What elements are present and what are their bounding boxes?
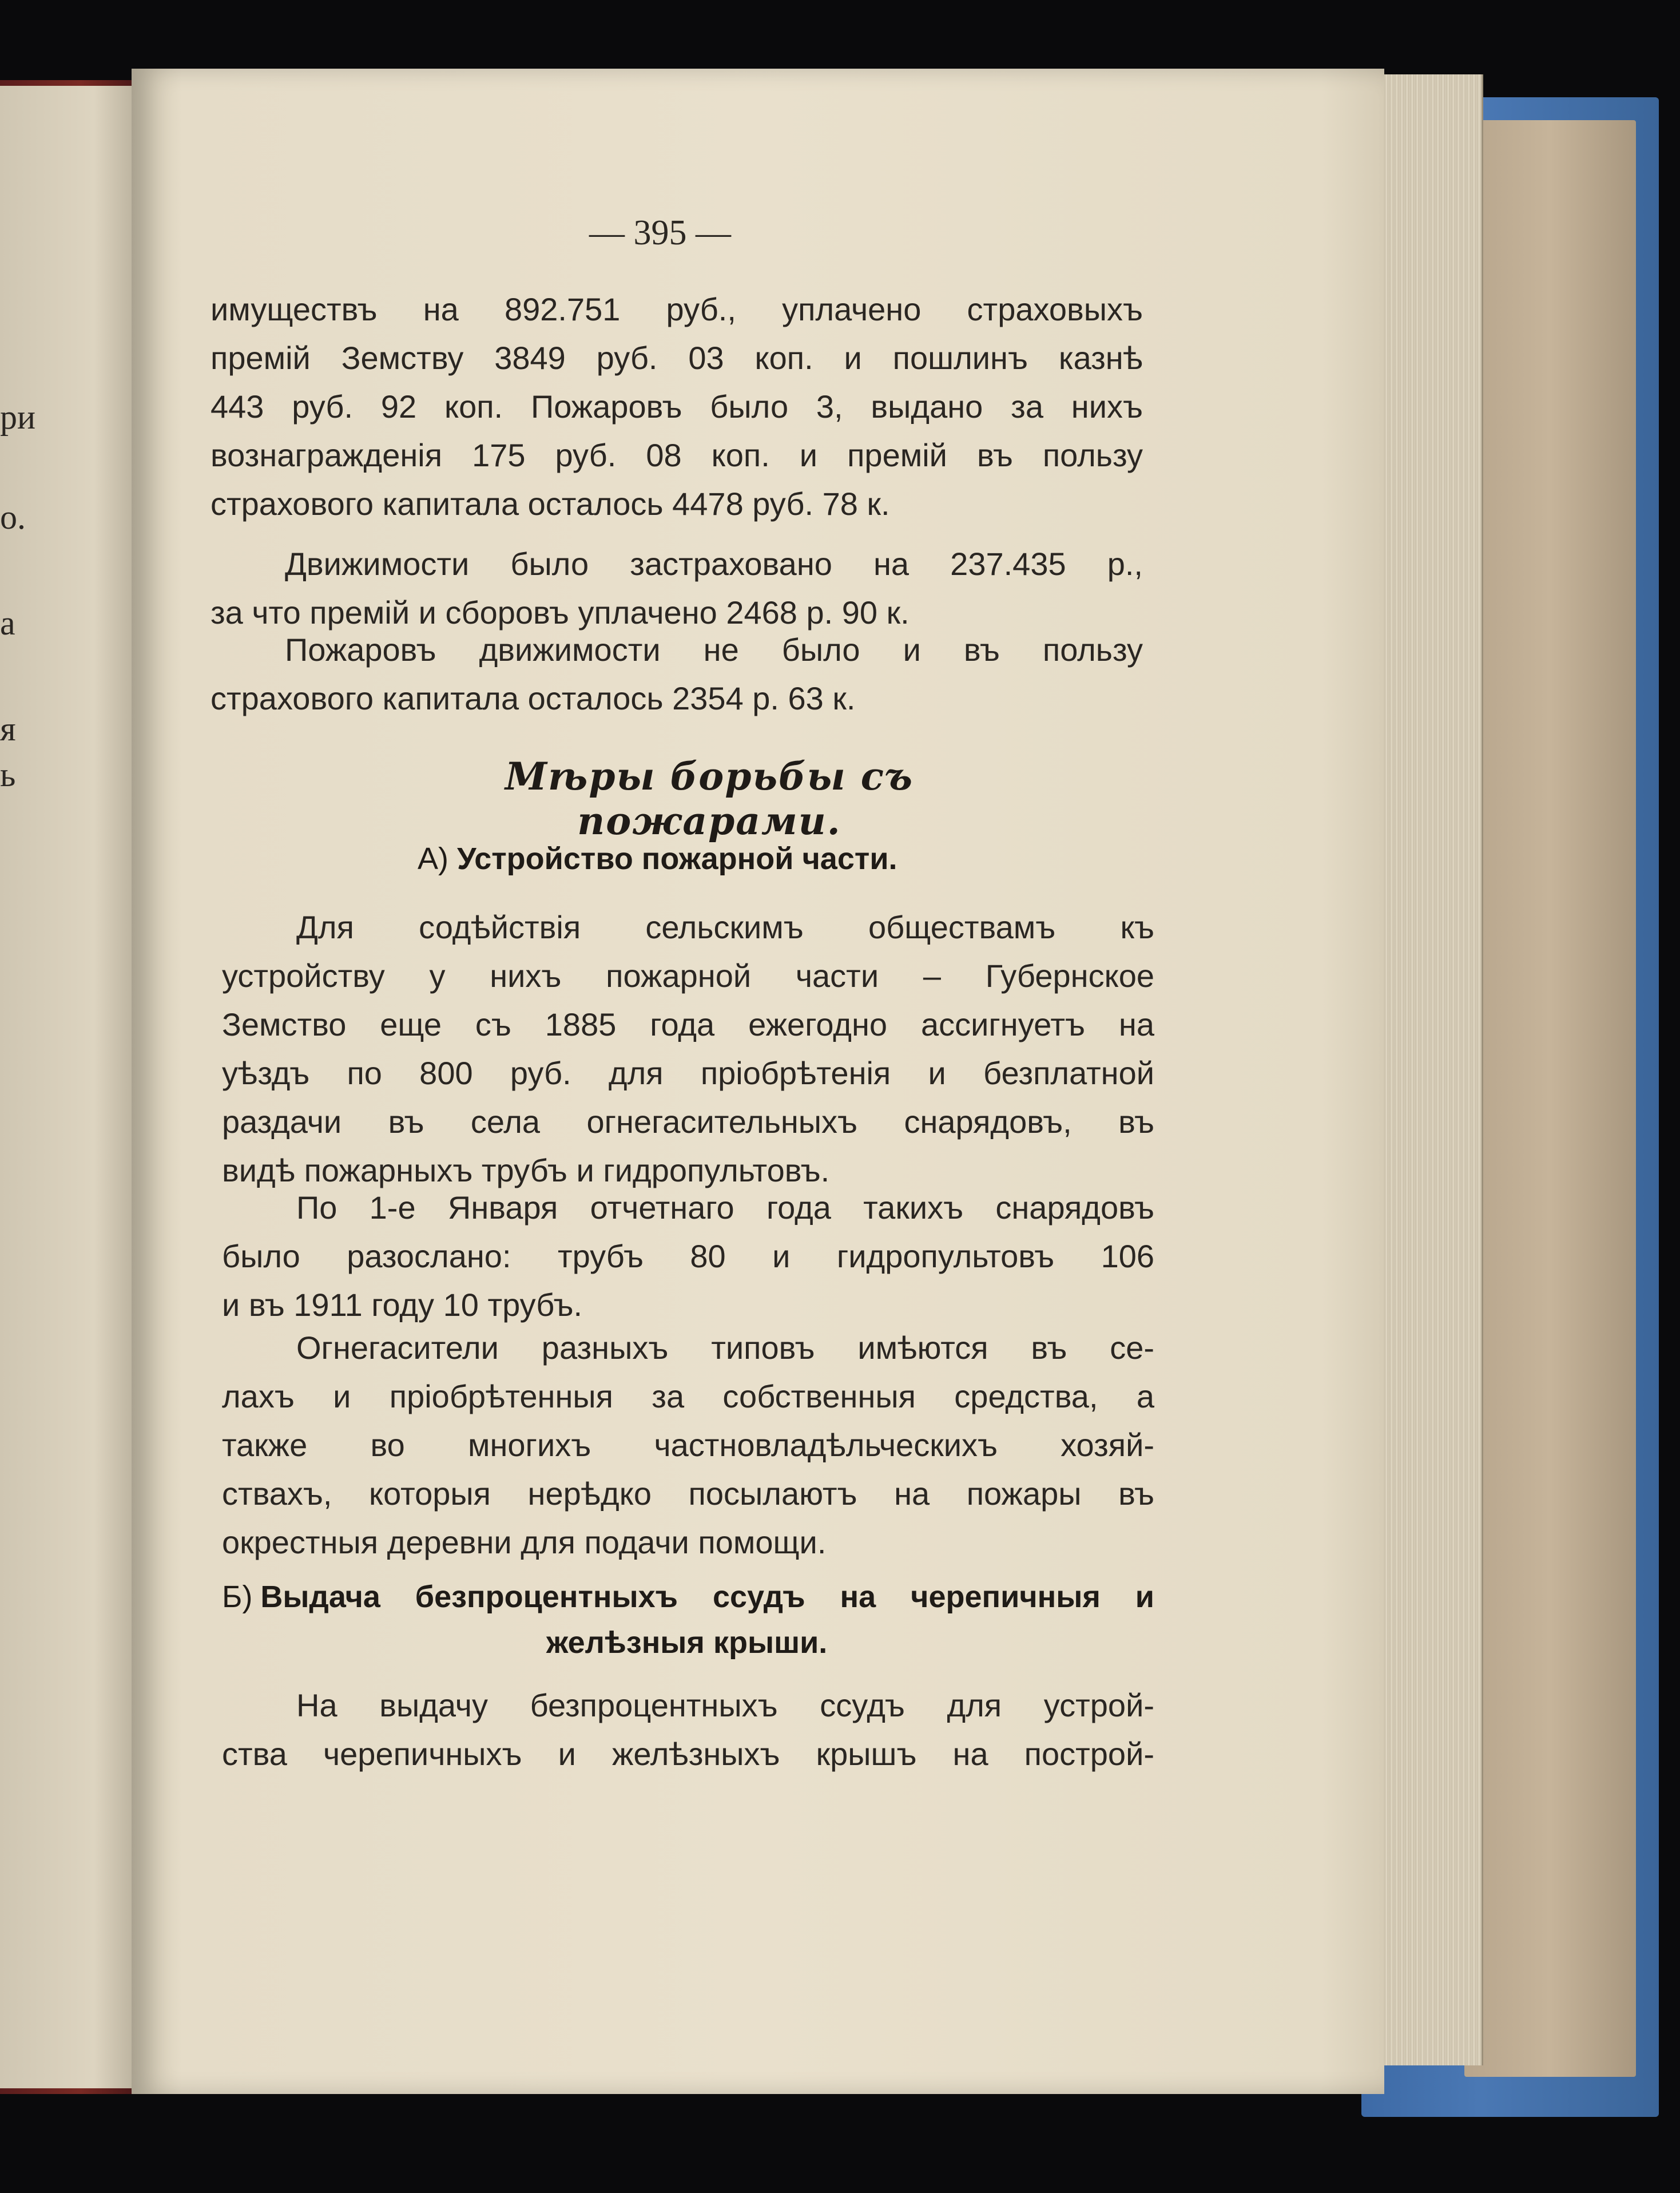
text-line: Для содѣйствія сельскимъ обществамъ къ — [296, 909, 1154, 945]
left-page-fragment: я — [0, 710, 16, 748]
text-line: Движимости было застраховано на 237.435 р., — [285, 546, 1143, 582]
left-page-fragment: о. — [0, 498, 26, 536]
text-line: Огнегасители разныхъ типовъ имѣются въ се- — [296, 1330, 1154, 1366]
text-line: также во многихъ частновладѣльческихъ хозяй- — [222, 1427, 1154, 1463]
back-board — [1464, 120, 1636, 2077]
left-page-fragment: ри — [0, 398, 36, 436]
subsection-b-heading-line2 — [546, 1625, 827, 1660]
text-line: видѣ пожарныхъ трубъ и гидропультовъ. — [222, 1152, 830, 1188]
text-line: вознагражденія 175 руб. 08 коп. и премій въ пользу — [211, 437, 1143, 473]
text-line: На выдачу безпроцентныхъ ссудъ для устрой- — [296, 1687, 1154, 1723]
subsection-title-line1: Выдача безпроцентныхъ ссудъ на черепичныя и — [260, 1580, 1154, 1614]
subsection-a-heading — [418, 841, 897, 877]
subsection-title-line2: желѣзныя крыши. — [546, 1625, 828, 1660]
text-line: было разослано: трубъ 80 и гидропультовъ 106 — [222, 1238, 1154, 1274]
text-line: страхового капитала осталось 4478 руб. 78 к. — [211, 486, 890, 522]
text-line: По 1-е Января отчетнаго года такихъ снарядовъ — [296, 1189, 1154, 1226]
text-line: за что премій и сборовъ уплачено 2468 р. 90 к. — [211, 594, 909, 630]
subsection-title: Устройство пожарной части. — [457, 842, 897, 876]
left-page — [0, 86, 134, 2088]
subsection-letter: А) — [418, 842, 448, 876]
text-line: имуществъ на 892.751 руб., уплачено страховыхъ — [211, 291, 1143, 327]
subsection-letter: Б) — [222, 1580, 253, 1614]
text-line: уѣздъ по 800 руб. для пріобрѣтенія и безплатной — [222, 1055, 1154, 1091]
text-line: Земство еще съ 1885 года ежегодно ассигнуетъ на — [222, 1006, 1154, 1042]
text-line: лахъ и пріобрѣтенныя за собственныя средства, а — [222, 1378, 1154, 1414]
left-page-fragment: а — [0, 604, 15, 642]
page-number: — 395 — — [589, 213, 731, 252]
text-line: раздачи въ села огнегасительныхъ снарядовъ, въ — [222, 1104, 1154, 1140]
text-line: страхового капитала осталось 2354 р. 63 к. — [211, 680, 856, 716]
text-line: устройству у нихъ пожарной части – Губернское — [222, 958, 1154, 994]
text-line: премій Земству 3849 руб. 03 коп. и пошлинъ казнѣ — [211, 340, 1143, 376]
section-title: Мѣры борьбы съ пожарами. — [505, 754, 914, 843]
text-line: ства черепичныхъ и желѣзныхъ крышъ на построй- — [222, 1736, 1154, 1772]
text-line: ствахъ, которыя нерѣдко посылаютъ на пожары въ — [222, 1476, 1154, 1512]
text-line: 443 руб. 92 коп. Пожаровъ было 3, выдано за нихъ — [211, 388, 1143, 425]
page-edges — [1373, 74, 1483, 2065]
text-line: окрестныя деревни для подачи помощи. — [222, 1524, 827, 1560]
left-page-fragment: ь — [0, 756, 16, 794]
subsection-b-heading — [222, 1579, 1154, 1615]
text-line: Пожаровъ движимости не было и въ пользу — [285, 632, 1143, 668]
text-line: и въ 1911 году 10 трубъ. — [222, 1287, 583, 1323]
